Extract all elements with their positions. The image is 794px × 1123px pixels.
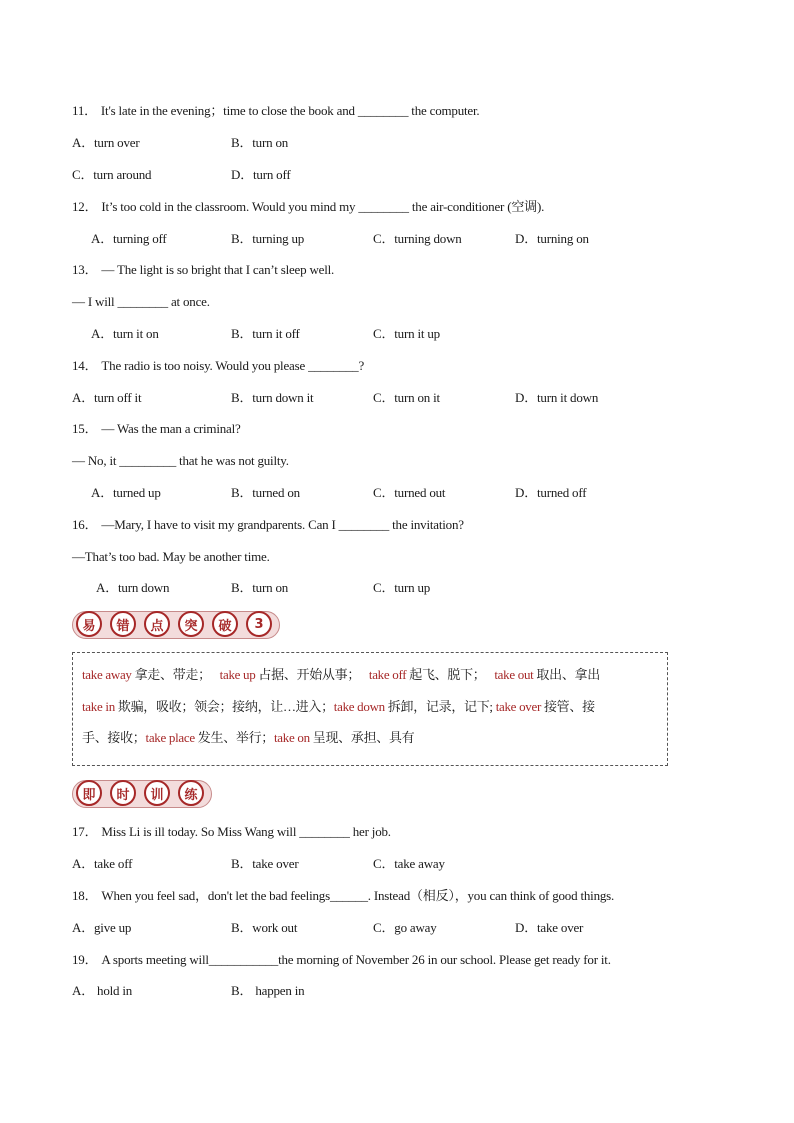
option-13-c[interactable]: C．turn it up [373, 326, 440, 341]
option-17-b[interactable]: B．take over [231, 856, 299, 871]
banner-char: 练 [178, 780, 204, 806]
tip-line-3: 手、接收；take place 发生、举行；take on 呈现、承担、具有 [82, 730, 415, 745]
option-13-a[interactable]: A．turn it on [91, 326, 159, 341]
banner-char: 3 [246, 611, 272, 637]
option-12-b[interactable]: B．turning up [231, 231, 305, 246]
question-14: 14． The radio is too noisy. Would you please ________? [72, 358, 365, 373]
option-16-b[interactable]: B．turn on [231, 580, 289, 595]
option-15-c[interactable]: C．turned out [373, 485, 446, 500]
option-18-c[interactable]: C．go away [373, 920, 437, 935]
option-12-d[interactable]: D．turning on [515, 231, 589, 246]
question-12: 12． It’s too cold in the classroom. Would you mind my ________ the air-conditioner (空调). [72, 199, 545, 214]
banner-char: 错 [110, 611, 136, 637]
question-16: 16． —Mary, I have to visit my grandparents. Can I ________ the invitation? [72, 517, 464, 532]
option-14-d[interactable]: D．turn it down [515, 390, 599, 405]
option-18-d[interactable]: D．take over [515, 920, 584, 935]
question-19: 19． A sports meeting will___________the morning of November 26 in our school. Please get ready for it. [72, 952, 611, 967]
option-11-a[interactable]: A．turn over [72, 135, 140, 150]
option-11-b[interactable]: B．turn on [231, 135, 289, 150]
option-14-b[interactable]: B．turn down it [231, 390, 314, 405]
banner-char: 点 [144, 611, 170, 637]
option-18-a[interactable]: A．give up [72, 920, 132, 935]
option-15-d[interactable]: D．turned off [515, 485, 587, 500]
option-18-b[interactable]: B．work out [231, 920, 298, 935]
question-13: 13． — The light is so bright that I can’t sleep well. [72, 262, 335, 277]
tip-line-2: take in 欺骗，吸收；领会；接纳，让…进入；take down 拆卸，记录，记下; take over 接管、接 [82, 699, 595, 714]
option-15-b[interactable]: B．turned on [231, 485, 300, 500]
option-14-c[interactable]: C．turn on it [373, 390, 440, 405]
question-15-followup: — No, it _________ that he was not guilty. [72, 453, 289, 468]
banner-char: 即 [76, 780, 102, 806]
question-17: 17． Miss Li is ill today. So Miss Wang will ________ her job. [72, 824, 391, 839]
option-16-a[interactable]: A．turn down [96, 580, 170, 595]
banner-char: 破 [212, 611, 238, 637]
section-banner-error-points [76, 609, 280, 639]
tip-line-1: take away 拿走、带走； take up 占据、开始从事； take off 起飞、脱下； take out 取出、拿出 [82, 667, 600, 682]
question-16-followup: —That’s too bad. May be another time. [72, 549, 270, 564]
option-11-d[interactable]: D．turn off [231, 167, 291, 182]
banner-char: 突 [178, 611, 204, 637]
question-11: 11． It's late in the evening；time to close the book and ________ the computer. [72, 103, 480, 118]
option-14-a[interactable]: A．turn off it [72, 390, 142, 405]
option-11-c[interactable]: C．turn around [72, 167, 152, 182]
option-15-a[interactable]: A．turned up [91, 485, 161, 500]
question-18: 18． When you feel sad，don't let the bad feelings______. Instead（相反），you can think of good things. [72, 888, 615, 903]
banner-char: 训 [144, 780, 170, 806]
option-19-b[interactable]: B． happen in [231, 983, 305, 998]
option-12-a[interactable]: A．turning off [91, 231, 167, 246]
banner-char: 时 [110, 780, 136, 806]
option-19-a[interactable]: A． hold in [72, 983, 133, 998]
banner-char: 易 [76, 611, 102, 637]
option-17-c[interactable]: C．take away [373, 856, 445, 871]
option-12-c[interactable]: C．turning down [373, 231, 462, 246]
question-15: 15． — Was the man a criminal? [72, 421, 241, 436]
option-13-b[interactable]: B．turn it off [231, 326, 300, 341]
question-13-followup: — I will ________ at once. [72, 294, 210, 309]
option-17-a[interactable]: A．take off [72, 856, 133, 871]
section-banner-practice [76, 778, 212, 808]
option-16-c[interactable]: C．turn up [373, 580, 431, 595]
